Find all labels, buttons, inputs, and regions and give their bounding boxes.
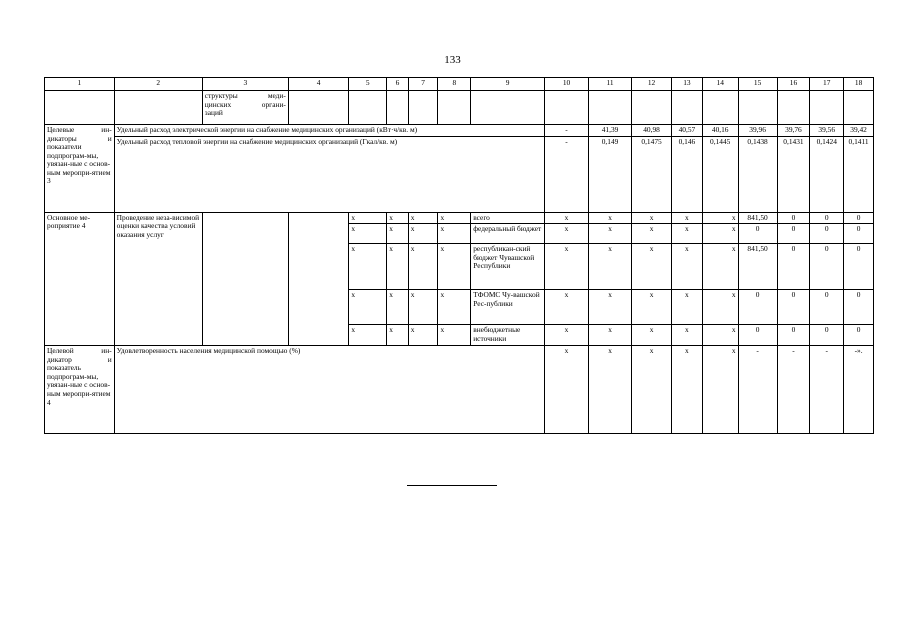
indicator-3-label: Целевые ин- дикаторы и показатели подпрограм-мы, увязан-ные с основ-ным меропри-ятием 3 [45,125,115,213]
value-cell: - [810,346,844,434]
value-cell: 0,1445 [702,136,738,212]
value-cell: 39,96 [738,125,777,137]
table-row [45,136,874,212]
value-cell: 0 [777,325,810,346]
footnote-divider [407,485,497,486]
funding-source: республикан-ский бюджет Чувашской Республики [471,244,545,290]
col-header: 6 [387,78,409,91]
table-row: x x x x внебюджетные источники x x x x x 0 0 0 0 [45,325,874,346]
value-cell: 841,50 [738,212,777,224]
table-row: x x x x ТФОМС Чу-вашской Рес-публики x x x x x 0 0 0 0 [45,290,874,325]
value-cell: 0 [777,290,810,325]
funding-source: внебюджетные источники [471,325,545,346]
funding-source: ТФОМС Чу-вашской Рес-публики [471,290,545,325]
value-cell: x [589,224,632,244]
value-cell: x [589,212,632,224]
funding-source: всего [471,212,545,224]
value-cell: x [672,346,703,434]
col-header: 4 [288,78,348,91]
col-header: 11 [589,78,632,91]
value-cell: x [544,290,588,325]
value-cell: x [702,212,738,224]
value-cell: - [544,125,588,137]
value-cell: x [589,325,632,346]
value-cell: 40,16 [702,125,738,137]
value-cell: 0 [810,224,844,244]
value-cell: 0 [777,244,810,290]
value-cell: 0,1438 [738,136,777,212]
col-header: 15 [738,78,777,91]
value-cell: 0 [844,244,874,290]
value-cell: x [544,244,588,290]
value-cell: x [672,290,703,325]
value-cell: x [632,244,672,290]
value-cell: x [702,325,738,346]
table-row [45,91,874,125]
indicator-4-label: Целевой ин- дикатор и показатель подпрограм-мы, увязан-ные с основ-ным меропри-ятием 4 [45,346,115,434]
table-row: x x x x федеральный бюджет x x x x x 0 0 0 0 [45,224,874,244]
col-header: 12 [632,78,672,91]
indicator-heat: Удельный расход тепловой энергии на снабжение медицинских организаций (Гкал/кв. м) [114,136,544,212]
value-cell: 0,146 [672,136,703,212]
page-number: 133 [444,54,461,66]
col-header: 14 [702,78,738,91]
value-cell: x [672,212,703,224]
col-header: 9 [471,78,545,91]
value-cell: 0,1411 [844,136,874,212]
value-cell: x [589,244,632,290]
value-cell: 39,42 [844,125,874,137]
value-cell: 0 [844,290,874,325]
value-cell: 0,1424 [810,136,844,212]
value-cell: 0 [844,224,874,244]
value-cell: x [544,224,588,244]
value-cell: x [544,346,588,434]
indicator-satisfaction: Удовлетворенность населения медицинской помощью (%) [114,346,544,434]
value-cell: x [589,290,632,325]
value-cell: 40,98 [632,125,672,137]
value-cell: 841,50 [738,244,777,290]
value-cell: 0 [738,325,777,346]
value-cell: x [702,224,738,244]
col-header: 16 [777,78,810,91]
value-cell: x [672,244,703,290]
value-cell: x [632,325,672,346]
col-header: 5 [349,78,387,91]
col-header: 3 [202,78,288,91]
value-cell: 41,39 [589,125,632,137]
value-cell: 0 [777,212,810,224]
value-cell: x [672,224,703,244]
value-cell: 0,1475 [632,136,672,212]
value-cell: 0,1431 [777,136,810,212]
value-cell: - [544,136,588,212]
col-header: 18 [844,78,874,91]
value-cell: 0 [844,325,874,346]
value-cell: x [544,325,588,346]
program-table [44,77,874,434]
value-cell: 39,76 [777,125,810,137]
value-cell: x [702,346,738,434]
value-cell: 0 [810,290,844,325]
value-cell: 0 [738,224,777,244]
value-cell: x [632,346,672,434]
col-header: 2 [114,78,202,91]
value-cell: 0 [810,325,844,346]
col-header: 13 [672,78,703,91]
value-cell: x [702,244,738,290]
table-row: Основное ме-роприятие 4 Проведение неза-висимой оценки качества условий оказания услуг x x x x всего x x x x x 841,50 0 0 0 [45,212,874,224]
table-row [45,125,874,137]
value-cell: 0 [810,244,844,290]
col-header: 17 [810,78,844,91]
value-cell: 40,57 [672,125,703,137]
table-row [45,346,874,434]
value-cell: x [589,346,632,434]
col-header: 10 [544,78,588,91]
col-header: 7 [408,78,438,91]
value-cell: x [544,212,588,224]
column-number-row [45,78,874,91]
value-cell: x [632,224,672,244]
value-cell: 0 [777,224,810,244]
value-cell: -». [844,346,874,434]
table-row: x x x x республикан-ский бюджет Чувашской Республики x x x x x 841,50 0 0 0 [45,244,874,290]
value-cell: 0 [810,212,844,224]
event-4-label: Основное ме-роприятие 4 [45,212,115,346]
value-cell: x [672,325,703,346]
value-cell: 0 [738,290,777,325]
col-header: 8 [438,78,471,91]
value-cell: 0,149 [589,136,632,212]
value-cell: x [702,290,738,325]
value-cell: 39,56 [810,125,844,137]
value-cell: - [738,346,777,434]
value-cell: x [632,290,672,325]
value-cell: x [632,212,672,224]
org-structure-cell: структуры меди- цинских органи- заций [202,91,288,125]
value-cell: - [777,346,810,434]
indicator-electricity: Удельный расход электрической энергии на снабжение медицинских организаций (кВт·ч/кв. м) [114,125,544,137]
value-cell: 0 [844,212,874,224]
col-header: 1 [45,78,115,91]
event-4-description: Проведение неза-висимой оценки качества условий оказания услуг [114,212,202,346]
funding-source: федеральный бюджет [471,224,545,244]
